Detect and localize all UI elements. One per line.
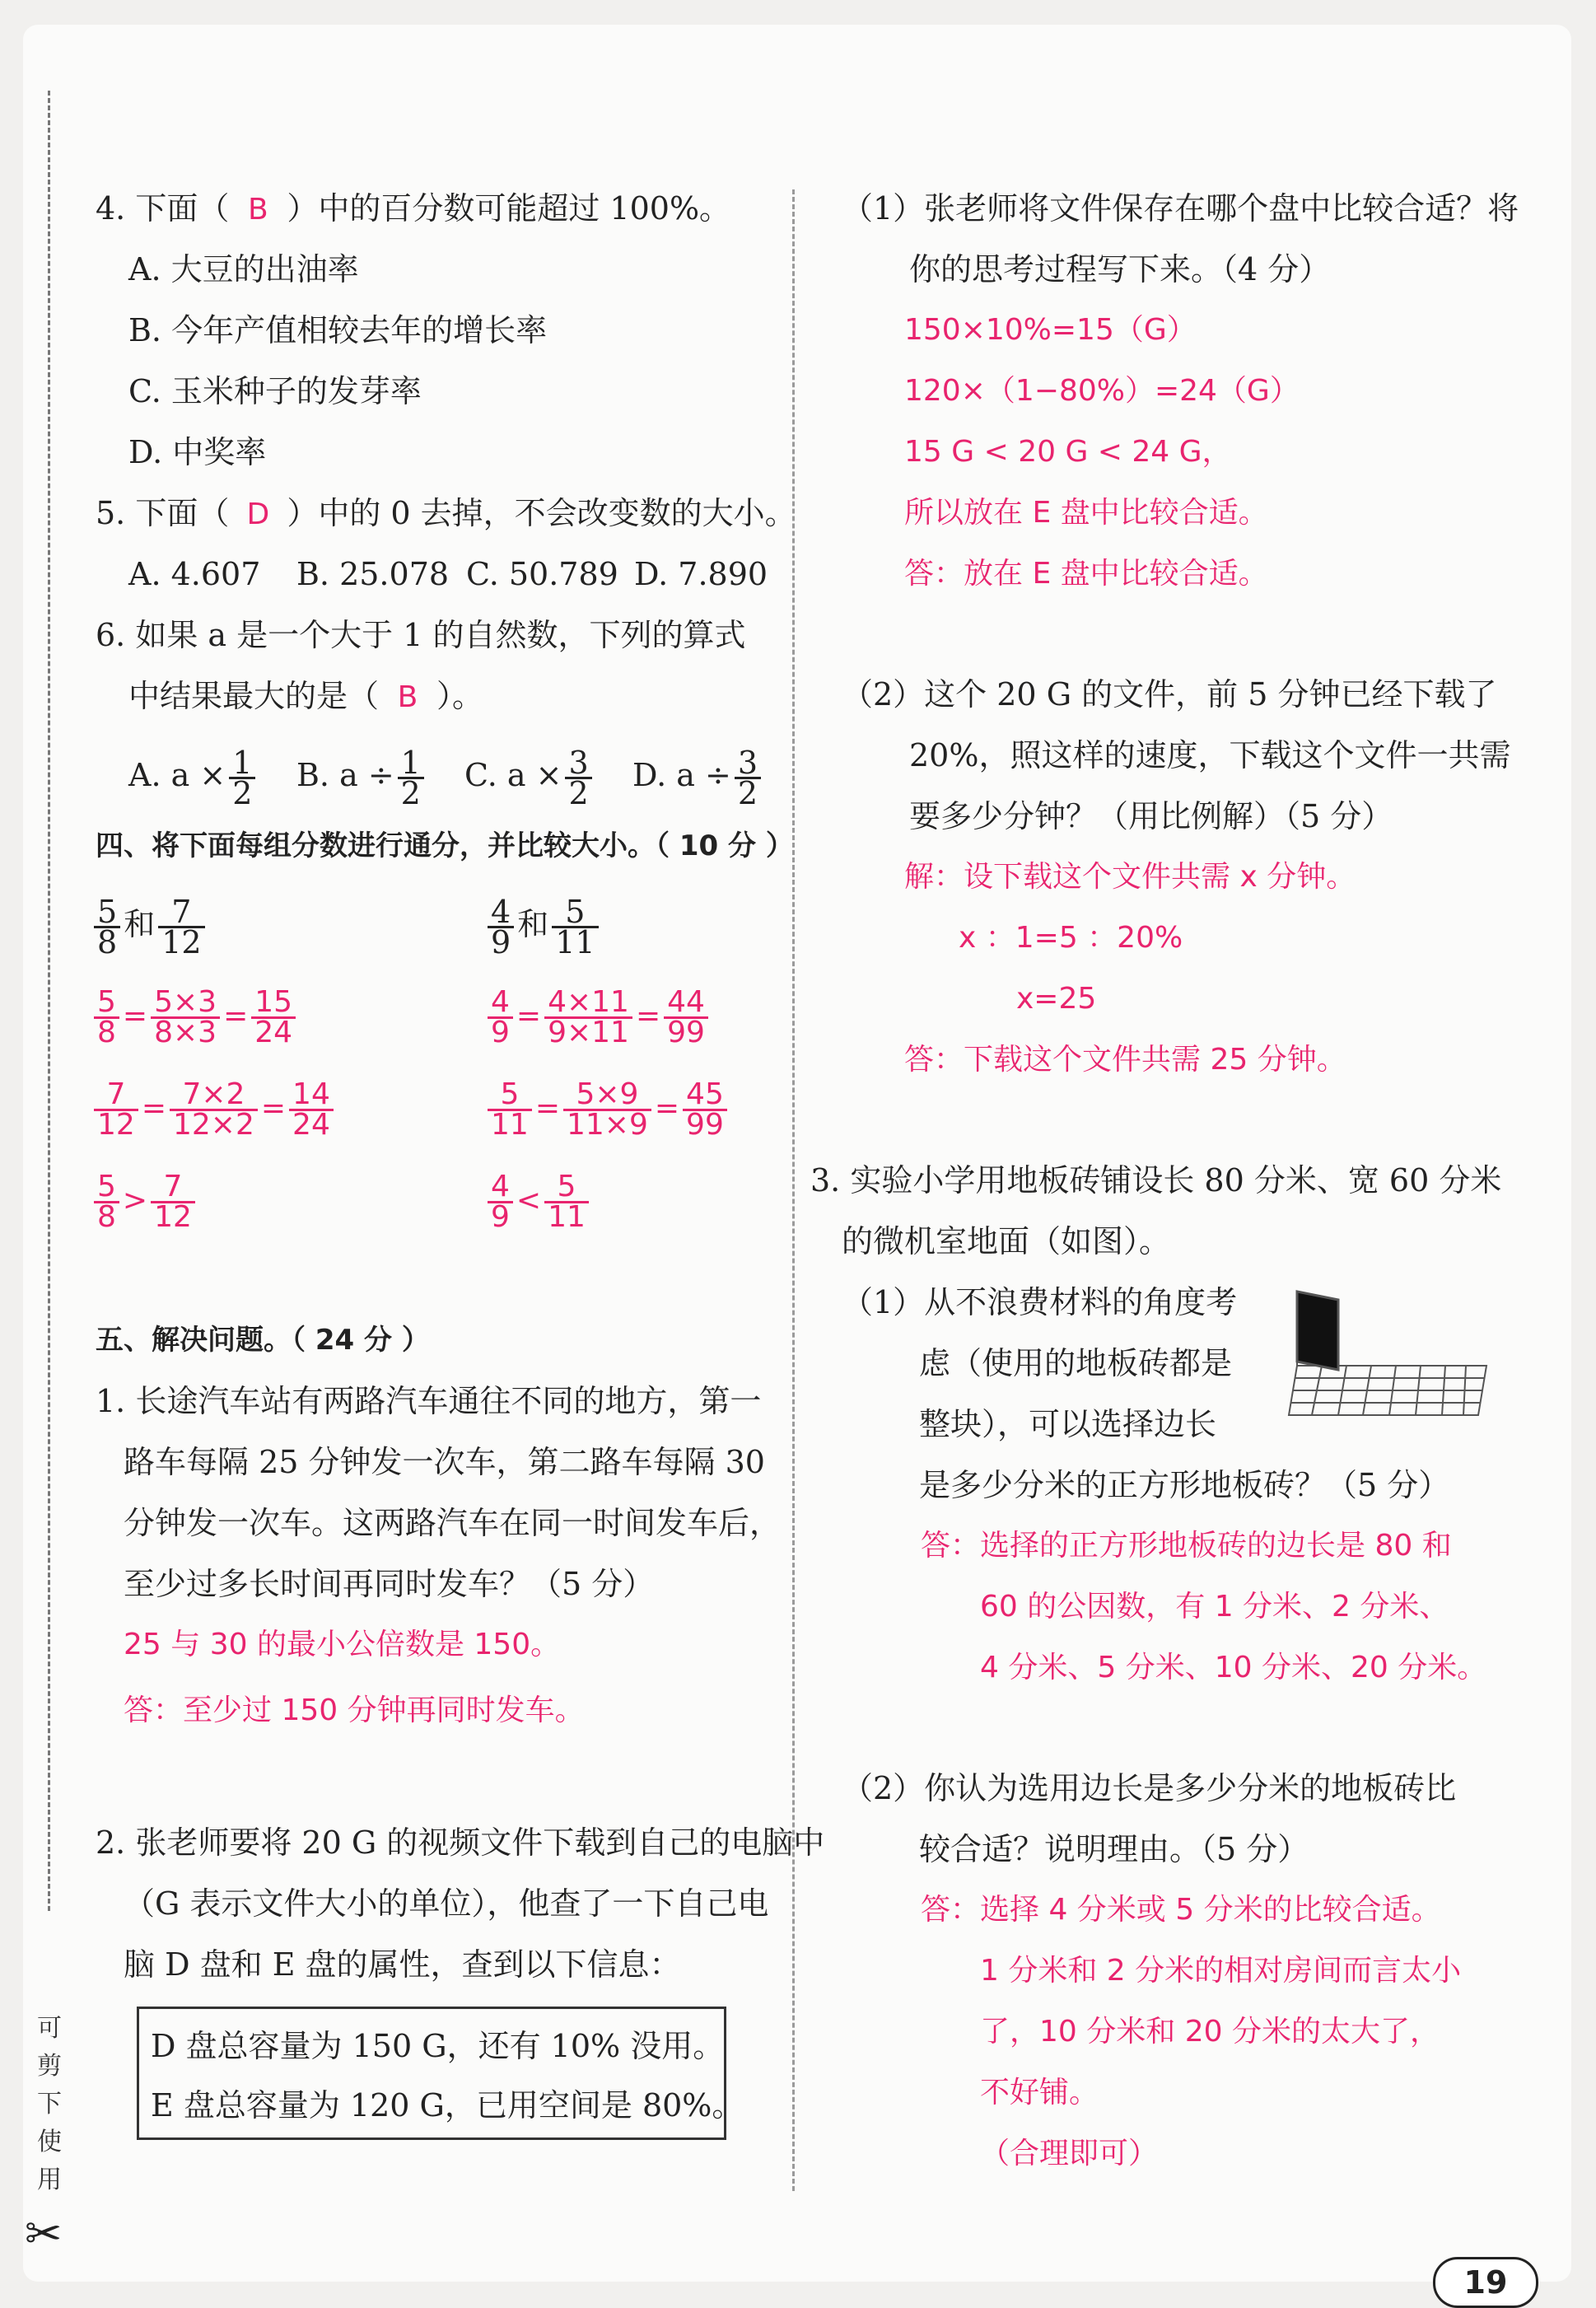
p3-sub2-answer: 1 分米和 2 分米的相对房间而言太小	[980, 1954, 1462, 1988]
cut-note-char: 可	[37, 2014, 62, 2043]
p2-line: 脑 D 盘和 E 盘的属性，查到以下信息：	[124, 1946, 681, 1983]
q4-option-a: A. 大豆的出油率	[128, 251, 359, 287]
cut-line	[48, 91, 50, 1911]
p3-sub1-answer: 60 的公因数，有 1 分米、2 分米、	[980, 1590, 1449, 1624]
p3-sub1-answer: 答：选择的正方形地板砖的边长是 80 和	[921, 1529, 1452, 1563]
p2-sub2-answer: 答：下载这个文件共需 25 分钟。	[904, 1043, 1346, 1077]
p2-sub2-answer: 解：设下载这个文件共需 x 分钟。	[904, 860, 1356, 894]
p1-line: 至少过多长时间再同时发车？（5 分）	[124, 1566, 655, 1602]
p2-sub1-line: （1）张老师将文件保存在哪个盘中比较合适？将	[842, 190, 1519, 227]
q6-stem-line2: 中结果最大的是（ B ）。	[128, 675, 483, 718]
p2-sub2-line: 要多少分钟？（用比例解）（5 分）	[909, 798, 1393, 834]
sec4-left-step2: $\frac{7}{12}$ = $\frac{7\times 2}{12\times 2}$ = $\frac{14}{24}$	[91, 1076, 337, 1142]
sec4-right-step2: $\frac{5}{11}$ = $\frac{5\times 9}{11\times 9}$ = $\frac{45}{99}$	[484, 1076, 730, 1142]
p3-sub1-answer: 4 分米、5 分米、10 分米、20 分米。	[980, 1651, 1487, 1684]
q4-stem: 4. 下面（ B ）中的百分数可能超过 100%。	[96, 188, 730, 231]
q5-option-b: B. 25.078	[296, 556, 450, 592]
p3-sub2-answer: （合理即可）	[980, 2137, 1159, 2170]
q4-option-c: C. 玉米种子的发芽率	[128, 373, 422, 409]
q5-answer: D	[246, 498, 270, 531]
section-4-title: 四、将下面每组分数进行通分，并比较大小。（ 10 分 ）	[96, 829, 794, 862]
q4-option-d: D. 中奖率	[128, 434, 267, 470]
p1-answer: 25 与 30 的最小公倍数是 150。	[124, 1628, 561, 1661]
p3-sub2-line: 较合适？说明理由。（5 分）	[919, 1831, 1309, 1867]
page-number: 19	[1433, 2257, 1538, 2308]
q6-stem-line1: 6. 如果 a 是一个大于 1 的自然数，下列的算式	[96, 617, 746, 653]
p3-sub1-line: 是多少分米的正方形地板砖？（5 分）	[919, 1467, 1450, 1503]
p3-sub1-line: （1）从不浪费材料的角度考	[842, 1284, 1238, 1320]
q6-option-d: D. a ÷ $\frac{3}{2}$	[632, 746, 764, 807]
sec4-left-compare: $\frac{5}{8}$ > $\frac{7}{12}$	[91, 1168, 198, 1234]
worksheet-page	[23, 25, 1571, 2282]
cut-note-char: 下	[37, 2090, 62, 2119]
q6-option-c: C. a × $\frac{3}{2}$	[464, 746, 595, 807]
sec4-right-step1: $\frac{4}{9}$ = $\frac{4\times 11}{9\times 11}$ = $\frac{44}{99}$	[484, 983, 712, 1049]
q6-option-b: B. a ÷ $\frac{1}{2}$	[296, 746, 427, 807]
p3-sub2-answer: 了，10 分米和 20 分米的太大了，	[980, 2015, 1440, 2049]
q6-option-a: A. a × $\frac{1}{2}$	[128, 746, 259, 807]
q6-answer: B	[397, 680, 418, 714]
q5-option-a: A. 4.607	[128, 556, 261, 592]
p2-sub2-answer: x=25	[1016, 982, 1097, 1016]
section-5-title: 五、解决问题。（ 24 分 ）	[96, 1324, 430, 1357]
q5-option-c: C. 50.789	[466, 556, 618, 592]
classroom-floor-figure	[1281, 1275, 1495, 1432]
p1-line: 路车每隔 25 分钟发一次车，第二路车每隔 30	[124, 1444, 765, 1480]
p2-sub2-line: （2）这个 20 G 的文件，前 5 分钟已经下载了	[842, 676, 1497, 712]
q4-answer: B	[247, 193, 268, 227]
p2-sub1-answer: 15 G < 20 G < 24 G，	[904, 435, 1232, 469]
sec4-left-step1: $\frac{5}{8}$ = $\frac{5\times 3}{8\times 3}$ = $\frac{15}{24}$	[91, 983, 299, 1049]
cut-note-char: 用	[37, 2166, 62, 2194]
cut-note-char: 使	[37, 2128, 62, 2156]
sec4-right-pair: $\frac{4}{9}$ 和 $\frac{5}{11}$	[484, 891, 602, 957]
p2-sub2-answer: x ：1=5 ：20%	[959, 921, 1183, 955]
p2-line: （G 表示文件大小的单位），他查了一下自己电	[124, 1885, 769, 1922]
sec4-right-compare: $\frac{4}{9}$ < $\frac{5}{11}$	[484, 1168, 592, 1234]
disk-info-e: E 盘总容量为 120 G，已用空间是 80%。	[151, 2087, 744, 2123]
p3-sub2-answer: 不好铺。	[980, 2076, 1099, 2109]
cut-note	[33, 2010, 66, 2199]
scissors-icon: ✂	[25, 2208, 63, 2259]
p2-sub1-answer: 150×10%=15（G）	[904, 313, 1197, 347]
p3-line: 3. 实验小学用地板砖铺设长 80 分米、宽 60 分米	[810, 1162, 1502, 1198]
p2-line: 2. 张老师要将 20 G 的视频文件下载到自己的电脑中	[96, 1824, 825, 1861]
p2-sub1-line: 你的思考过程写下来。（4 分）	[909, 251, 1331, 287]
q5-option-d: D. 7.890	[634, 556, 768, 592]
p2-sub1-answer: 答：放在 E 盘中比较合适。	[904, 557, 1268, 591]
p1-line: 分钟发一次车。这两路汽车在同一时间发车后，	[124, 1505, 782, 1541]
disk-info-box	[137, 2007, 744, 2140]
p3-sub1-line: 虑（使用的地板砖都是	[919, 1345, 1233, 1381]
p2-sub1-answer: 所以放在 E 盘中比较合适。	[904, 496, 1268, 530]
cut-note-char: 剪	[37, 2052, 62, 2081]
q4-option-b: B. 今年产值相较去年的增长率	[128, 312, 548, 348]
p2-sub2-line: 20%，照这样的速度，下载这个文件一共需	[909, 737, 1511, 773]
p3-line: 的微机室地面（如图）。	[842, 1223, 1171, 1259]
p1-answer: 答：至少过 150 分钟再同时发车。	[124, 1694, 585, 1727]
sec4-left-pair: $\frac{5}{8}$ 和 $\frac{7}{12}$	[91, 891, 208, 957]
p3-sub2-answer: 答：选择 4 分米或 5 分米的比较合适。	[921, 1893, 1441, 1927]
p3-sub2-line: （2）你认为选用边长是多少分米的地板砖比	[842, 1770, 1457, 1806]
column-divider	[792, 189, 795, 2191]
p2-sub1-answer: 120×（1−80%）=24（G）	[904, 374, 1300, 408]
p1-line: 1. 长途汽车站有两路汽车通往不同的地方，第一	[96, 1383, 762, 1419]
disk-info-d: D 盘总容量为 150 G，还有 10% 没用。	[151, 2028, 725, 2064]
p3-sub1-line: 整块），可以选择边长	[919, 1406, 1217, 1442]
q5-stem: 5. 下面（ D ）中的 0 去掉，不会改变数的大小。	[96, 493, 796, 535]
